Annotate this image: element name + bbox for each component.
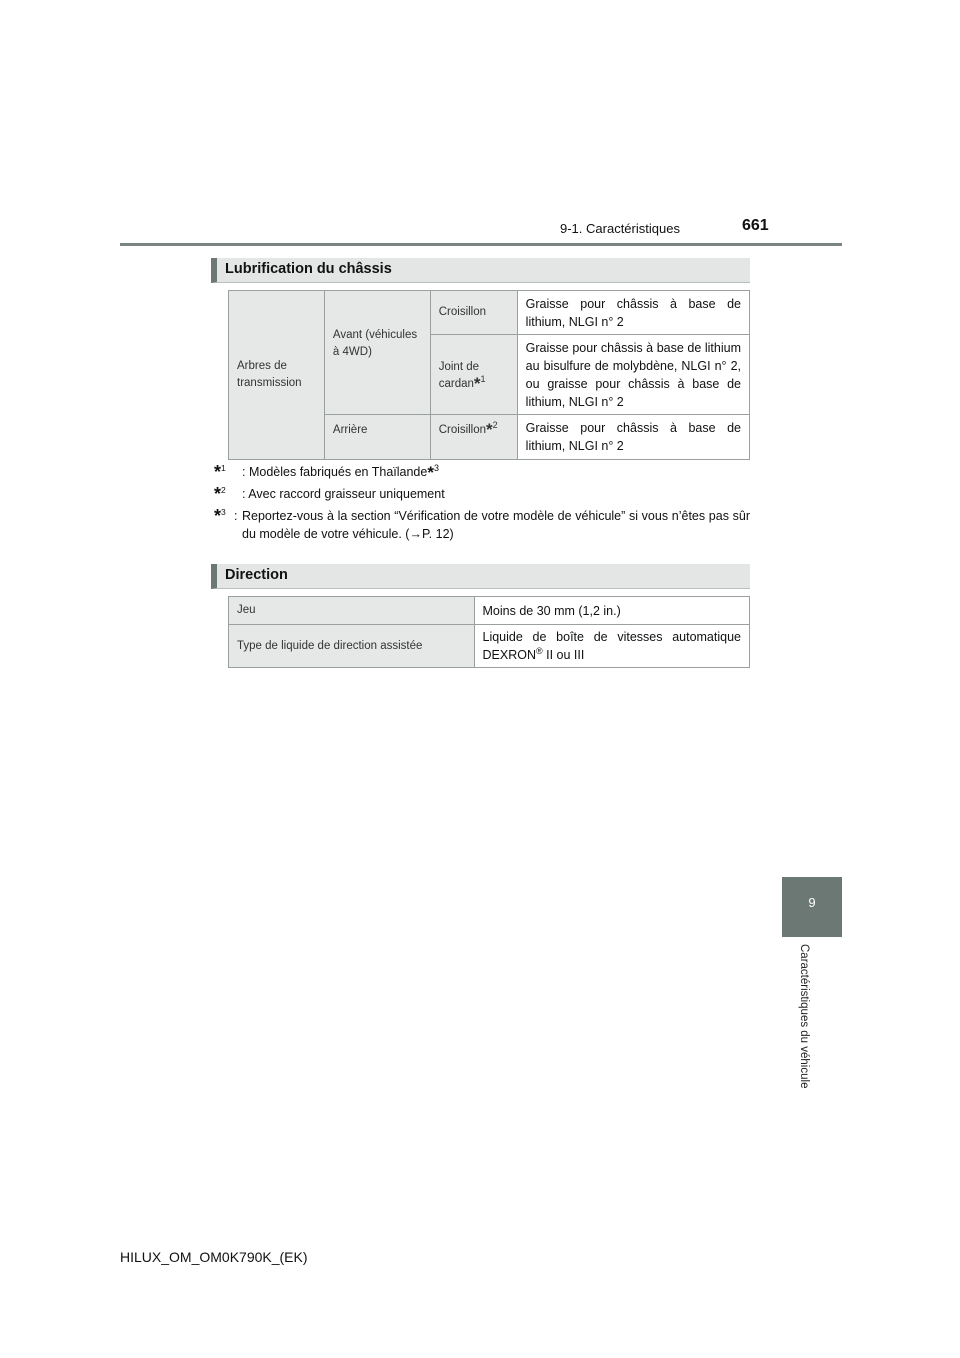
table-cell-front: Avant (véhicules à 4WD) — [324, 291, 430, 415]
table-cell-value: Graisse pour châssis à base de lithium au bisulfure de molybdène, NLGI n° 2, ou graisse pour châssis à base de lithium, NLGI n° 2 — [517, 335, 749, 415]
table-cell-value — [474, 625, 750, 668]
footnote-item — [214, 485, 750, 503]
footnote-sep: : — [242, 465, 246, 479]
chapter-number: 9 — [808, 895, 816, 910]
footnote-sep: : — [242, 487, 246, 501]
footnote-item — [214, 507, 750, 543]
footnote-sep: : — [234, 509, 238, 523]
star-glyph: * — [214, 506, 222, 526]
footnote-text: Avec raccord graisseur uniquement — [248, 487, 445, 501]
table-cell-group: Arbres de transmission — [229, 291, 325, 460]
table-cell-value: Graisse pour châssis à base de lithium, NLGI n° 2 — [517, 291, 749, 335]
page-number: 661 — [742, 217, 769, 234]
footnote-ref: 2 — [492, 420, 498, 431]
table-cell-position: Arrière — [324, 415, 430, 460]
part-label: Joint de cardan — [438, 361, 480, 390]
footnote-item — [214, 463, 750, 481]
footnote-marker — [214, 485, 226, 503]
table-cell-part — [430, 335, 517, 415]
table-cell-part — [430, 415, 517, 460]
document-code: HILUX_OM_OM0K790K_(EK) — [120, 1249, 308, 1265]
footnote-number: 1 — [221, 462, 226, 473]
section-heading-lubrication — [211, 258, 750, 283]
footnote-star: * — [473, 374, 481, 393]
star-glyph: * — [427, 463, 434, 482]
star-glyph: * — [214, 462, 222, 482]
chapter-tab[interactable] — [782, 877, 842, 937]
table-cell-part: Croisillon — [430, 291, 517, 335]
table-row — [229, 597, 750, 625]
table-cell-value: Moins de 30 mm (1,2 in.) — [474, 597, 750, 625]
part-label: Croisillon — [438, 424, 487, 436]
footnote-text: Modèles fabriqués en Thaïlande — [248, 465, 428, 479]
footnote-number: 2 — [221, 484, 226, 495]
footnote-marker — [214, 507, 226, 525]
value-text: II ou III — [542, 648, 585, 662]
footnotes — [214, 463, 750, 547]
footnote-ref: 3 — [433, 462, 439, 473]
footnote-number: 3 — [221, 506, 226, 517]
section-heading-text: Direction — [225, 567, 288, 583]
section-heading-direction — [211, 564, 750, 589]
section-title: 9-1. Caractéristiques — [560, 221, 680, 236]
table-row — [229, 625, 750, 668]
footnote-marker — [214, 463, 226, 481]
footnote-star: * — [486, 420, 493, 439]
lubrication-table — [228, 290, 750, 460]
chapter-label: Caractéristiques du véhicule — [798, 944, 810, 1089]
footnote-ref: 1 — [480, 374, 486, 385]
direction-table — [228, 596, 750, 668]
table-cell-label: Jeu — [229, 597, 475, 625]
table-row — [229, 291, 750, 335]
footnote-text[interactable]: Reportez-vous à la section “Vérification de votre modèle de véhicule” si vous n’êtes pas sûr du modèle de votre véhicule. (→P. 12) — [242, 509, 750, 541]
section-heading-text: Lubrification du châssis — [225, 261, 392, 277]
header-divider — [120, 243, 842, 246]
table-cell-label: Type de liquide de direction assistée — [229, 625, 475, 668]
star-glyph: * — [214, 484, 222, 504]
table-cell-value: Graisse pour châssis à base de lithium, NLGI n° 2 — [517, 415, 749, 460]
value-text: Liquide de boîte de vitesses automatique DEXRON — [482, 630, 741, 662]
registered-mark: ® — [535, 645, 543, 656]
